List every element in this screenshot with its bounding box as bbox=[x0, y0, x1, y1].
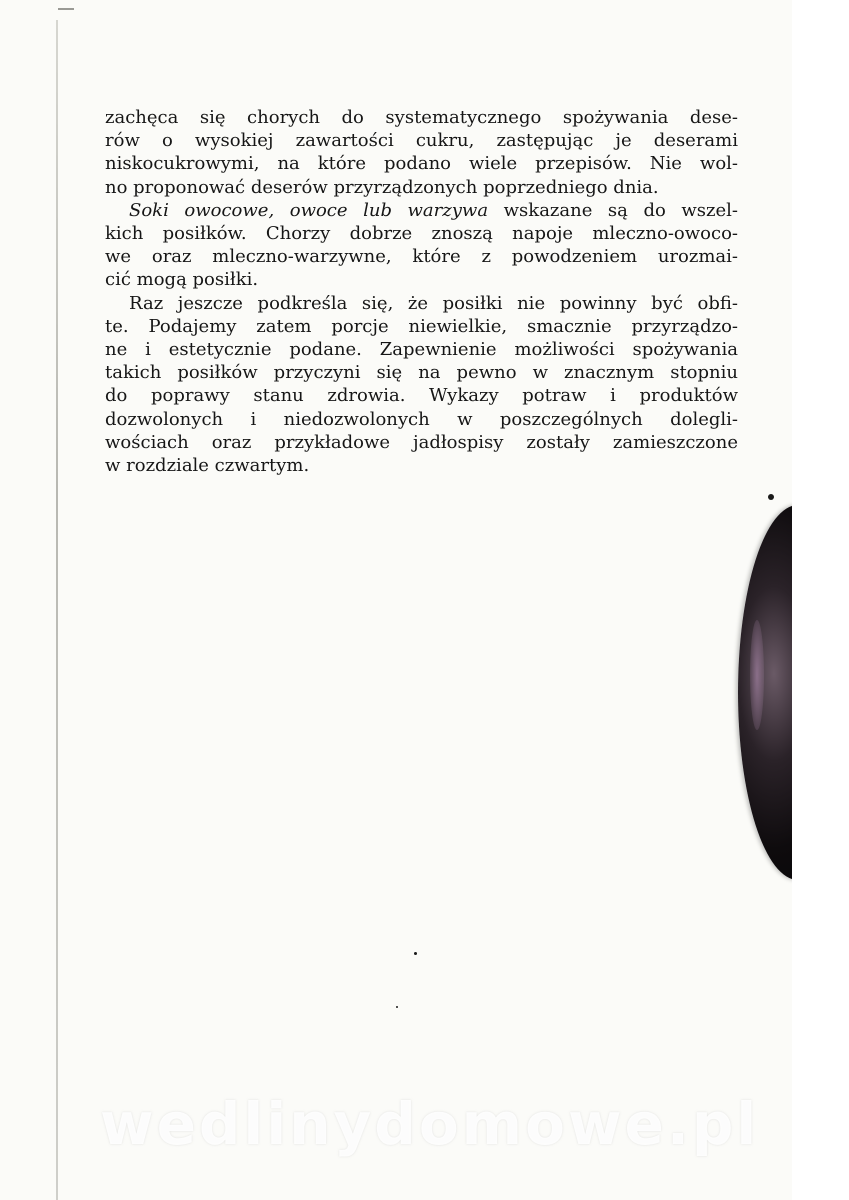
text-line: dozwolonych i niedozwolonych w poszczególnych dolegli- bbox=[105, 408, 738, 430]
text-line: te. Podajemy zatem porcje niewielkie, smacznie przyrządzo- bbox=[105, 315, 738, 337]
page-binding-edge bbox=[56, 20, 58, 1200]
ink-speck bbox=[768, 494, 774, 500]
text-line-lead bbox=[105, 199, 738, 222]
text-line: w rozdziale czwartym. bbox=[105, 455, 310, 477]
text-line: wościach oraz przykładowe jadłospisy zostały zamieszczone bbox=[105, 431, 738, 453]
body-text bbox=[105, 106, 738, 477]
text-line: do poprawy stanu zdrowia. Wykazy potraw i produktów bbox=[105, 385, 738, 407]
text-line: wskazane są do wszel- bbox=[488, 199, 738, 221]
text-line: zachęca się chorych do systematycznego spożywania dese- bbox=[105, 107, 738, 128]
text-line: cić mogą posiłki. bbox=[105, 269, 259, 291]
text-line: takich posiłków przyczyni się na pewno w znacznym stopniu bbox=[105, 362, 738, 384]
text-line: no proponować deserów przyrządzonych poprzedniego dnia. bbox=[105, 176, 659, 198]
ink-speck bbox=[396, 1006, 398, 1008]
page-edge-highlight bbox=[750, 620, 764, 730]
scan-mark bbox=[58, 8, 74, 10]
paragraph-3 bbox=[105, 292, 738, 478]
text-line: rów o wysokiej zawartości cukru, zastępując je deserami bbox=[105, 130, 738, 152]
text-line: Raz jeszcze podkreśla się, że posiłki nie powinny być obfi- bbox=[129, 292, 738, 314]
text-line: niskocukrowymi, na które podano wiele przepisów. Nie wol- bbox=[105, 153, 738, 175]
watermark: wedlinydomowe.pl bbox=[100, 1090, 760, 1158]
text-line: ne i estetycznie podane. Zapewnienie możliwości spożywania bbox=[105, 339, 738, 361]
paragraph-2 bbox=[105, 199, 738, 292]
paragraph-1 bbox=[105, 106, 738, 199]
page-margin-right bbox=[792, 0, 849, 1200]
text-line: kich posiłków. Chorzy dobrze znoszą napoje mleczno-owoco- bbox=[105, 223, 738, 245]
text-line: we oraz mleczno-warzywne, które z powodzeniem urozmai- bbox=[105, 246, 738, 268]
italic-lead: Soki owocowe, owoce lub warzywa bbox=[129, 199, 489, 221]
ink-speck bbox=[414, 952, 417, 955]
